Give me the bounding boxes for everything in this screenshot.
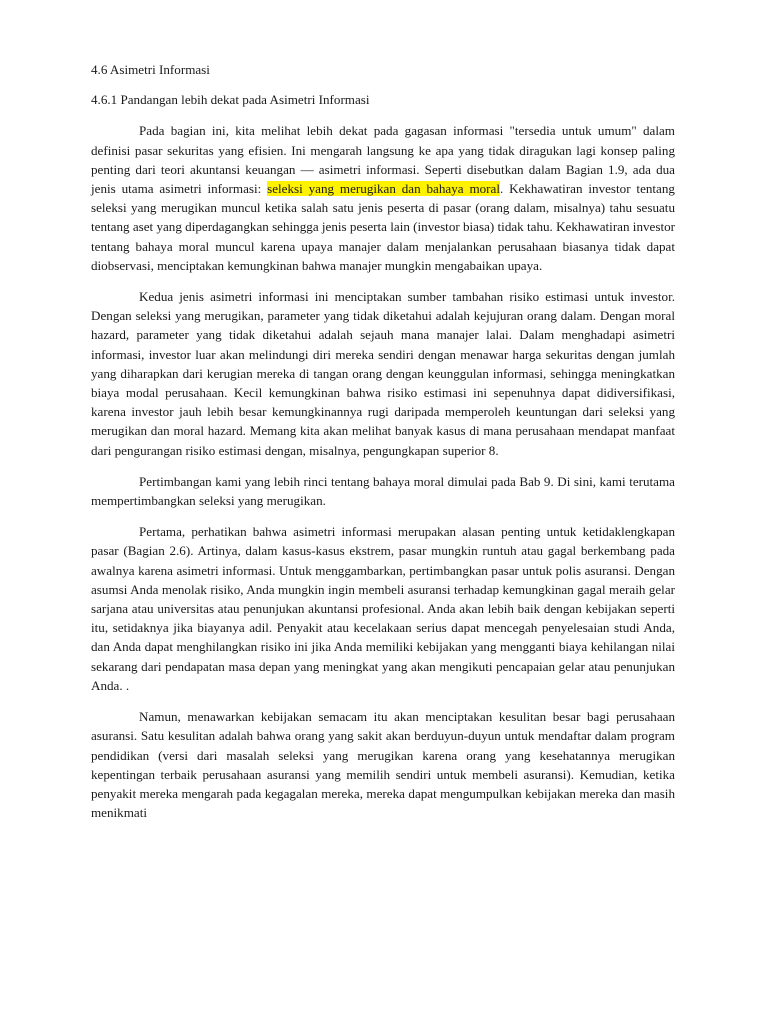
highlighted-text: seleksi yang merugikan dan bahaya moral	[267, 181, 500, 197]
paragraph-4: Pertama, perhatikan bahwa asimetri informasi merupakan alasan penting untuk ketidaklengkapan pasar (Bagian 2.6). Artinya, dalam kasus-kasus ekstrem, pasar mungkin runtuh atau gagal berkembang pada awalnya karena asimetri informasi. Untuk menggambarkan, pertimbangkan pasar untuk polis asuransi. Dengan asumsi Anda menolak risiko, Anda mungkin ingin membeli asuransi terhadap kemungkinan gagal meraih gelar sarjana atau universitas atau penunjukan akuntansi profesional. Anda akan lebih baik dengan kebijakan seperti itu, setidaknya jika biayanya adil. Penyakit atau kecelakaan serius dapat mencegah penyelesaian studi Anda, dan Anda dapat menghilangkan risiko ini jika Anda memiliki kebijakan yang mengganti biaya kehilangan nilai sekarang dari pendapatan masa depan yang meningkat yang akan mengikuti pencapaian gelar atau penunjukan Anda. .	[91, 524, 675, 693]
paragraph-5: Namun, menawarkan kebijakan semacam itu akan menciptakan kesulitan besar bagi perusahaan asuransi. Satu kesulitan adalah bahwa orang yang sakit akan berduyun-duyun untuk mendaftar dalam program pendidikan (versi dari masalah seleksi yang merugikan karena orang yang kesehatannya merugikan kepentingan terbaik perusahaan asuransi yang memilih sendiri untuk membeli asuransi). Kemudian, ketika penyakit mereka mengarah pada kegagalan mereka, mereka dapat mengumpulkan kebijakan mereka dan masih menikmati	[91, 709, 675, 821]
paragraph-1-text-after: . Kekhawatiran investor tentang seleksi yang merugikan muncul ketika salah satu jenis peserta di pasar (orang dalam, misalnya) tahu sesuatu tentang aset yang diperdagangkan sehingga jenis peserta lain (investor biasa) tidak tahu. Kekhawatiran investor tentang bahaya moral muncul karena upaya manajer dalam menjalankan perusahaan biasanya tidak dapat diobservasi, menciptakan kemungkinan bahwa manajer mungkin mengabaikan upaya.	[91, 181, 675, 273]
paragraph-1	[91, 121, 675, 275]
paragraph-3: Pertimbangan kami yang lebih rinci tentang bahaya moral dimulai pada Bab 9. Di sini, kami terutama mempertimbangkan seleksi yang merugikan.	[91, 473, 675, 509]
subsection-heading: 4.6.1 Pandangan lebih dekat pada Asimetri Informasi	[91, 92, 370, 108]
section-heading: 4.6 Asimetri Informasi	[91, 62, 210, 77]
document-page	[91, 60, 675, 834]
paragraph-1-text-before: Pada bagian ini, kita melihat lebih dekat pada gagasan informasi "tersedia untuk umum" dalam definisi pasar sekuritas yang efisien. Ini mengarah langsung ke apa yang tidak diragukan lagi konsep paling penting dari teori akuntansi keuangan — asimetri informasi. Seperti disebutkan dalam Bagian 1.9, ada dua jenis utama asimetri informasi:	[91, 123, 675, 197]
paragraph-2: Kedua jenis asimetri informasi ini menciptakan sumber tambahan risiko estimasi untuk investor. Dengan seleksi yang merugikan, parameter yang tidak diketahui adalah kejujuran orang dalam. Dengan moral hazard, parameter yang tidak diketahui adalah sejauh mana manajer lalai. Dalam menghadapi asimetri informasi, investor luar akan melindungi diri mereka sendiri dengan menawar harga sekuritas dengan jumlah yang diharapkan dari kerugian mereka di tangan orang dengan keunggulan informasi, sehingga meningkatkan biaya modal perusahaan. Kecil kemungkinan bahwa risiko estimasi ini sepenuhnya dapat didiversifikasi, karena investor jauh lebih besar kemungkinannya rugi daripada memperoleh keuntungan dari seleksi yang merugikan dan moral hazard. Memang kita akan melihat banyak kasus di mana perusahaan mendapat manfaat dari pengurangan risiko estimasi dengan, misalnya, pengungkapan superior 8.	[91, 289, 675, 458]
